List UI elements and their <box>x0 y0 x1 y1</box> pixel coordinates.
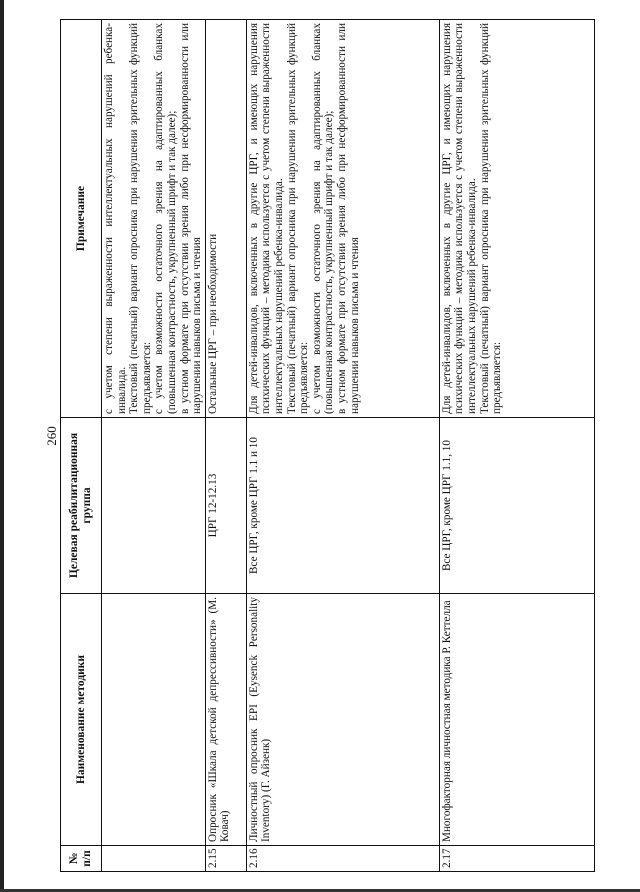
note-line: Текстовый (печатный) вариант опросника при нарушении зрительных функций предъявляется: <box>285 23 311 414</box>
row-name: Личностный опросник EPI (Eysenck Personality Inventory) (Г. Айзенк) <box>246 594 439 846</box>
note-line: Для детей-инвалидов, включенных в другие ЦРГ, и имеющих нарушения психических функций – методика используется с учетом степени выраженности интеллектуальных нарушений ребенка-инвалида. <box>440 23 478 414</box>
scan-edge <box>0 0 4 892</box>
header-name: Наименование методики <box>61 594 102 846</box>
methods-table <box>60 19 595 872</box>
note-line: с учетом возможности остаточного зрения на адаптированных бланках (повышенная контрастность, укрупненный шрифт и так далее); <box>310 23 336 414</box>
header-note: Примечание <box>61 20 102 418</box>
note-line: Текстовый (печатный) вариант опросника при нарушении зрительных функций предъявляется: <box>128 23 153 414</box>
table-row <box>439 20 594 872</box>
row-group: ЦРГ 12-12.13 <box>205 418 246 594</box>
row-num <box>102 846 206 872</box>
row-name <box>102 594 206 846</box>
header-num: № п/п <box>61 846 102 872</box>
row-note <box>246 20 439 418</box>
table-row <box>205 20 246 872</box>
row-group: Все ЦРГ, кроме ЦРГ 1.1, 10 <box>439 418 594 594</box>
row-note <box>102 20 206 418</box>
note-line: в устном формате при отсутствии зрения либо при несформированности или нарушении навыков письма и чтения <box>178 23 204 414</box>
table-header-row <box>61 20 102 872</box>
note-line: в устном формате при отсутствии зрения либо при несформированности или нарушении навыков письма и чтения <box>335 23 361 414</box>
note-line: с учетом степени выраженности интеллектуальных нарушений ребенка-инвалида. <box>103 23 128 414</box>
rotated-page <box>60 20 620 872</box>
row-note <box>439 20 594 418</box>
row-num: 2.17 <box>439 846 594 872</box>
note-line: Остальные ЦРГ – при необходимости <box>206 233 219 414</box>
note-line: Для детей-инвалидов, включенных в другие ЦРГ, и имеющих нарушения психических функций – методика используется с учетом степени выраженности интеллектуальных нарушений ребенка-инвалида. <box>247 23 285 414</box>
row-group <box>102 418 206 594</box>
row-num: 2.15 <box>205 846 246 872</box>
page-number: 260 <box>44 426 59 446</box>
row-name: Опросник «Шкала детской депрессивности» (М. Ковач) <box>205 594 246 846</box>
note-line: с учетом возможности остаточного зрения на адаптированных бланках (повышенная контрастность, укрупненный шрифт и так далее); <box>153 23 178 414</box>
table-row <box>246 20 439 872</box>
header-group: Целевая реабилитационная группа <box>61 418 102 594</box>
row-note <box>205 20 246 418</box>
row-group: Все ЦРГ, кроме ЦРГ 1.1 и 10 <box>246 418 439 594</box>
note-line: Текстовый (печатный) вариант опросника при нарушении зрительных функций предъявляется: <box>478 23 504 414</box>
row-num: 2.16 <box>246 846 439 872</box>
table-row <box>102 20 206 872</box>
row-name: Многофакторная личностная методика Р. Кеттелла <box>439 594 594 846</box>
